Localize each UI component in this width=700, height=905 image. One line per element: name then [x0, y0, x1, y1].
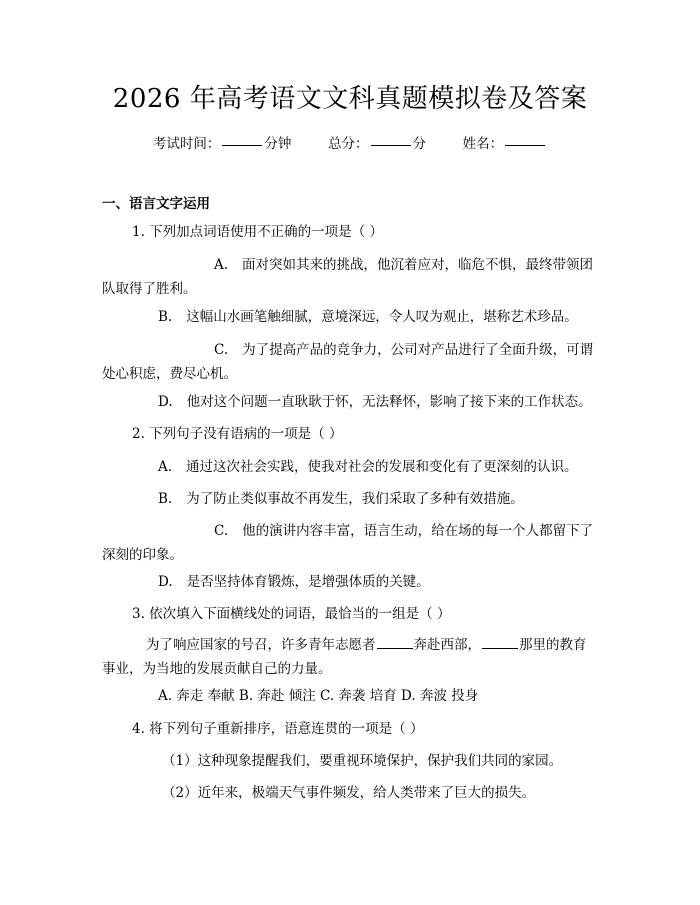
question-1-option-d[interactable] — [158, 390, 598, 414]
time-unit: 分钟 — [264, 136, 292, 152]
option-label: C. — [214, 523, 229, 539]
fill-blank-1[interactable] — [377, 635, 413, 649]
score-blank[interactable] — [371, 144, 411, 146]
question-2-option-a[interactable] — [158, 455, 598, 479]
section-heading: 一、语言文字运用 — [102, 196, 210, 212]
option-text: 为了提高产品的竞争力，公司对产品进行了全面升级，可谓处心积虑，费尽心机。 — [102, 342, 594, 382]
question-3-passage — [102, 633, 598, 681]
name-blank[interactable] — [505, 144, 545, 146]
question-4-sentence-1: （1）这种现象提醒我们，要重视环境保护，保护我们共同的家园。 — [162, 753, 563, 769]
score-label: 总分： — [328, 136, 369, 152]
question-4-sentence-2: （2）近年来，极端天气事件频发，给人类带来了巨大的损失。 — [162, 785, 536, 801]
option-label: C. — [214, 342, 229, 358]
option-text: 他的演讲内容丰富，语言生动，给在场的每一个人都留下了深刻的印象。 — [102, 523, 594, 563]
option-label: D. — [158, 394, 173, 410]
option-text: 他对这个问题一直耿耿于怀，无法释怀，影响了接下来的工作状态。 — [186, 394, 592, 410]
option-text: 为了防止类似事故不再发生，我们采取了多种有效措施。 — [186, 491, 524, 507]
question-2-option-c[interactable] — [102, 519, 598, 567]
option-label: B. — [158, 309, 173, 325]
score-unit: 分 — [412, 136, 426, 152]
option-label: A. — [158, 459, 173, 475]
question-1-option-b[interactable] — [158, 305, 598, 329]
question-2-option-d[interactable] — [158, 570, 598, 594]
name-label: 姓名： — [462, 136, 504, 152]
option-label: D. — [158, 574, 173, 590]
question-4-stem: 4. 将下列句子重新排序，语意连贯的一项是（ ） — [132, 721, 424, 737]
option-label: B. — [158, 491, 173, 507]
option-text: 通过这次社会实践，使我对社会的发展和变化有了更深刻的认识。 — [186, 459, 578, 475]
question-1-option-c[interactable] — [102, 338, 598, 386]
option-text: 这幅山水画笔触细腻，意境深远，令人叹为观止，堪称艺术珍品。 — [186, 309, 578, 325]
question-3-stem: 3. 依次填入下面横线处的词语，最恰当的一组是（ ） — [132, 606, 451, 622]
question-1-stem: 1. 下列加点词语使用不正确的一项是（ ） — [132, 224, 383, 240]
passage-text: 奔赴西部， — [413, 637, 481, 653]
option-label: A. — [214, 257, 229, 273]
passage-text: 为了响应国家的号召，许多青年志愿者 — [146, 637, 376, 653]
option-text: 是否坚持体育锻炼，是增强体质的关键。 — [186, 574, 430, 590]
question-1-option-a[interactable] — [102, 253, 598, 301]
time-blank[interactable] — [222, 144, 262, 146]
question-2-option-b[interactable] — [158, 487, 598, 511]
option-text: 面对突如其来的挑战，他沉着应对，临危不惧，最终带领团队取得了胜利。 — [102, 257, 594, 297]
question-3-options: A. 奔走 奉献 B. 奔赴 倾注 C. 奔袭 培育 D. 奔波 投身 — [158, 688, 479, 704]
question-2-stem: 2. 下列句子没有语病的一项是（ ） — [132, 426, 343, 442]
fill-blank-2[interactable] — [482, 635, 518, 649]
time-label: 考试时间： — [152, 136, 221, 152]
passage-text: 那里的教育事业，为当地的发展贡献自己的力量。 — [102, 637, 587, 677]
exam-title: 2026 年高考语文文科真题模拟卷及答案 — [112, 84, 588, 114]
exam-meta — [0, 132, 700, 152]
